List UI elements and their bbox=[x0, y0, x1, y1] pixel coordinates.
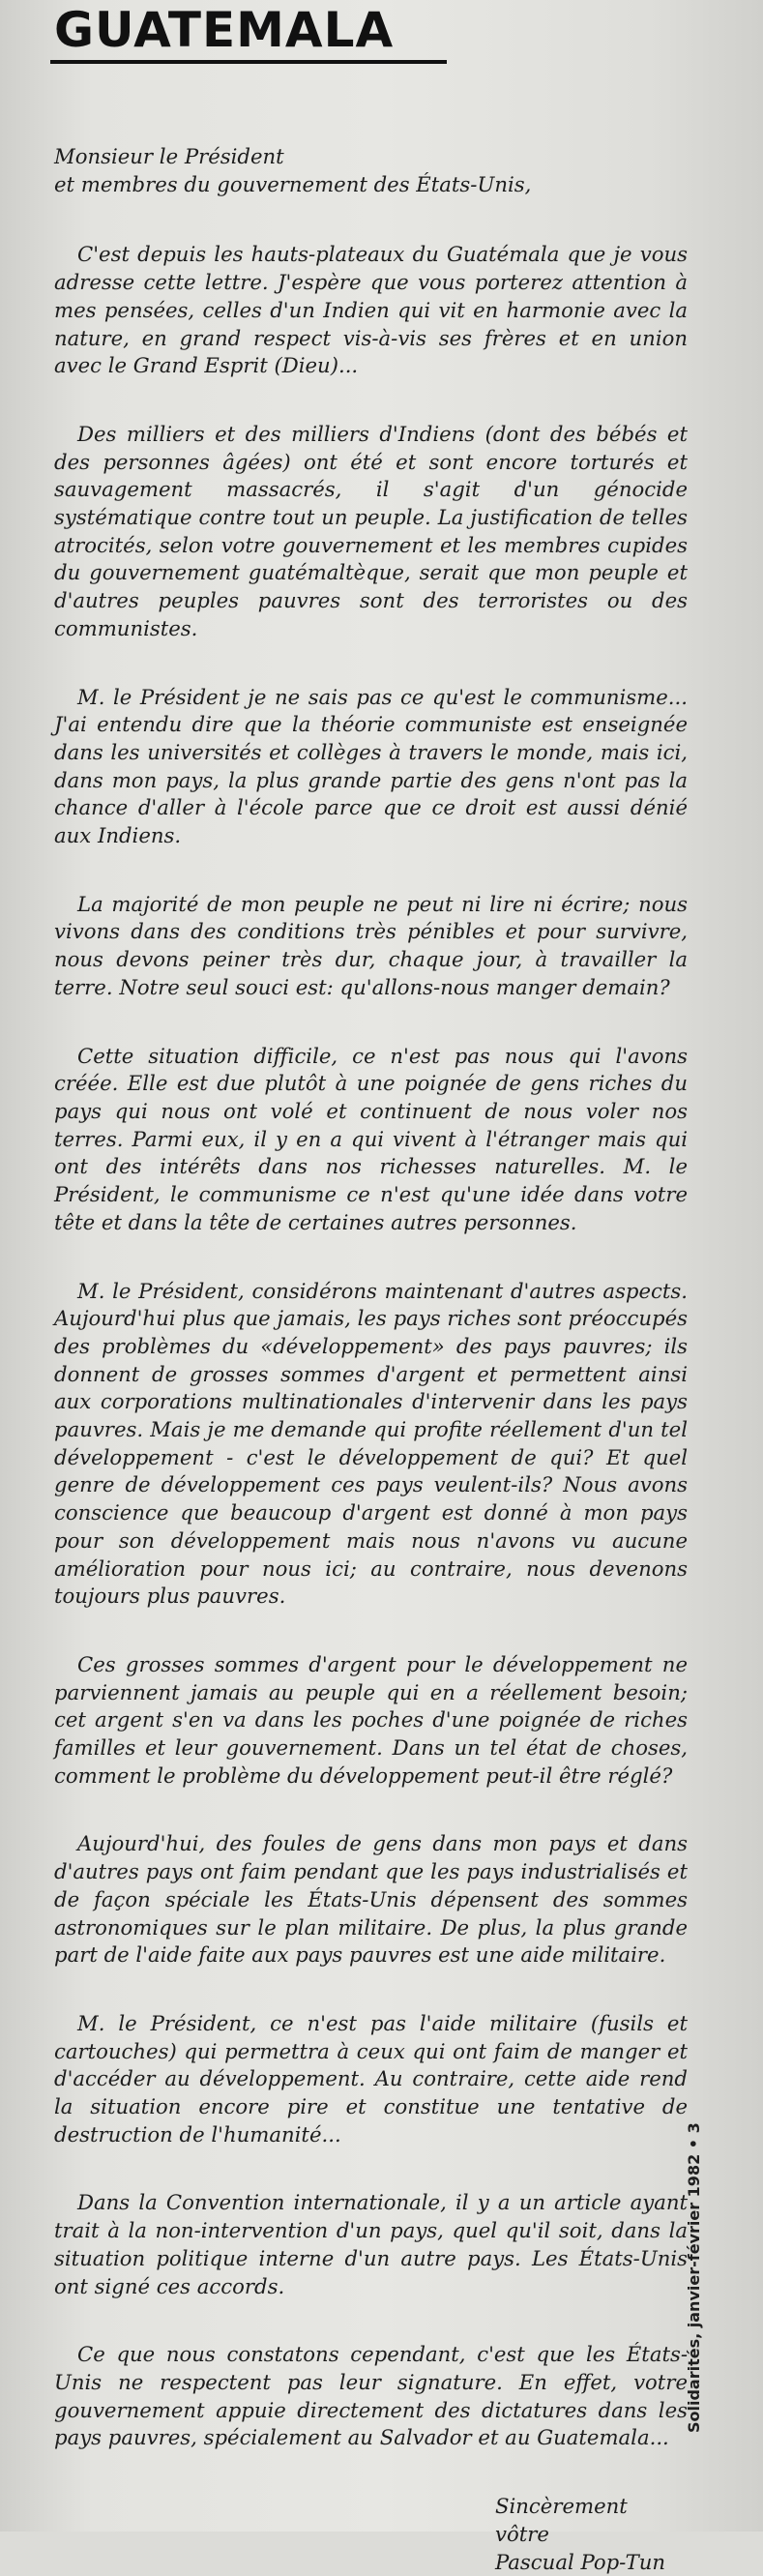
salutation-line: et membres du gouvernement des États-Unis, bbox=[54, 171, 532, 196]
letter-paragraph: C'est depuis les hauts-plateaux du Guatémala que je vous adresse cette lettre. J'espère que vous porterez attention à mes pensées, celles d'un Indien qui vit en harmonie avec la nature, en grand respect vis-à-vis ses frères et en union avec le Grand Esprit (Dieu)... bbox=[54, 242, 688, 378]
letter-paragraph: Dans la Convention internationale, il y a un article ayant trait à la non-intervention d'un pays, quel qu'il soit, dans la situation politique interne d'un autre pays. Les États-Unis ont signé ces accords. bbox=[54, 2190, 688, 2298]
letter-paragraph: M. le Président, considérons maintenant d'autres aspects. Aujourd'hui plus que jamais, les pays riches sont préoccupés des problèmes du «développement» des pays pauvres; ils donnent de grosses sommes d'argent et permettent ainsi aux corporations multinationales d'intervenir dans les pays pauvres. Mais je me demande qui profite réellement d'un tel développement - c'est le développement de qui? Et quel genre de développement ces pays veulent-ils? Nous avons conscience que beaucoup d'argent est donné à mon pays pour son développement mais nous n'avons vu aucune amélioration pour nous ici; au contraire, nous devenons toujours plus pauvres. bbox=[54, 1278, 688, 1609]
letter-paragraph: Des milliers et des milliers d'Indiens (dont des bébés et des personnes âgées) ont été et sont encore torturés et sauvagement massacrés, il s'agit d'un génocide systématique contre tout un peuple. La justification de telles atrocités, selon votre gouvernement et les membres cupides du gouvernement guatémaltèque, serait que mon peuple et d'autres peuples pauvres sont des terroristes ou des communistes. bbox=[54, 421, 688, 640]
signature-block bbox=[54, 2493, 688, 2576]
letter-paragraph: Ces grosses sommes d'argent pour le développement ne parviennent jamais au peuple qui en a réellement besoin; cet argent s'en va dans les poches d'une poignée de riches familles et leur gouvernement. Dans un tel état de choses, comment le problème du développement peut-il être réglé? bbox=[54, 1651, 688, 1788]
letter-paragraph: M. le Président, ce n'est pas l'aide militaire (fusils et cartouches) qui permettra à ceux qui ont faim de manger et d'accéder au développement. Au contraire, cette aide rend la situation encore pire et constitue une tentative de destruction de l'humanité... bbox=[54, 2010, 688, 2147]
salutation bbox=[54, 143, 688, 198]
salutation-line: Monsieur le Président bbox=[54, 144, 284, 168]
letter-paragraph: Ce que nous constatons cependant, c'est que les États-Unis ne respectent pas leur signature. En effet, votre gouvernement appuie directement des dictatures dans les pays pauvres, spécialement au Salvador et au Guatemala... bbox=[54, 2342, 688, 2450]
page-title: GUATEMALA bbox=[54, 2, 395, 58]
letter-paragraph: Cette situation difficile, ce n'est pas nous qui l'avons créée. Elle est due plutôt à une poignée de gens riches du pays qui nous ont volé et continuent de nous voler nos terres. Parmi eux, il y en a qui vivent à l'étranger mais qui ont des intérêts dans nos richesses naturelles. M. le Président, le communisme ce n'est qu'une idée dans votre tête et dans la tête de certaines autres personnes. bbox=[54, 1043, 688, 1234]
letter-body bbox=[54, 143, 688, 2576]
closing-line: Sincèrement vôtre bbox=[495, 2494, 628, 2546]
publication-credit: Solidarités, janvier-février 1982 • 3 bbox=[685, 2122, 703, 2433]
letter-paragraph: La majorité de mon peuple ne peut ni lire ni écrire; nous vivons dans des conditions très pénibles et pour survivre, nous devons peiner très dur, chaque jour, à travailler la terre. Notre seul souci est: qu'allons-nous manger demain? bbox=[54, 891, 688, 999]
letter-paragraph: M. le Président je ne sais pas ce qu'est le communisme... J'ai entendu dire que la théorie communiste est enseignée dans les universités et collèges à travers le monde, mais ici, dans mon pays, la plus grande partie des gens n'ont pas la chance d'aller à l'école parce que ce droit est aussi dénié aux Indiens. bbox=[54, 684, 688, 848]
letter-paragraph: Aujourd'hui, des foules de gens dans mon pays et dans d'autres pays ont faim pendant que les pays industrialisés et de façon spéciale les États-Unis dépensent des sommes astronomiques sur le plan militaire. De plus, la plus grande part de l'aide faite aux pays pauvres est une aide militaire. bbox=[54, 1831, 688, 1968]
signature-name: Pascual Pop-Tun bbox=[495, 2549, 666, 2574]
